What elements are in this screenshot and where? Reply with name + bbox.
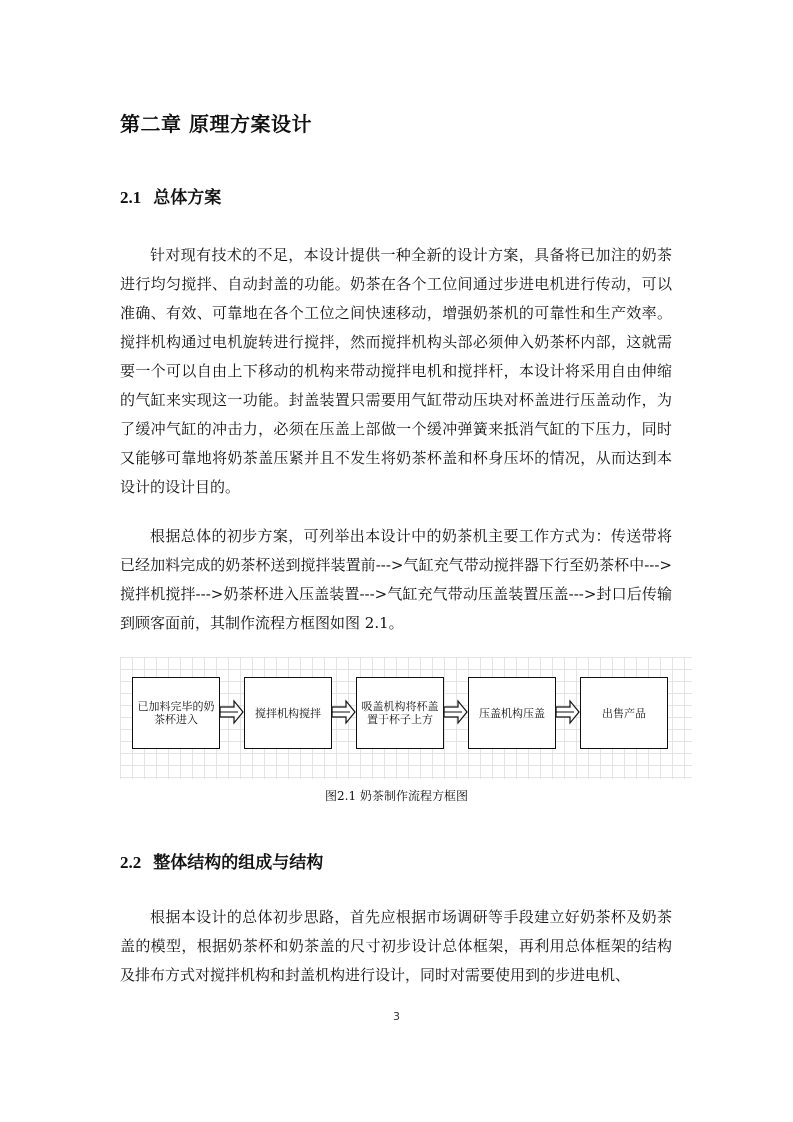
flow-step-box: 出售产品 [580, 677, 668, 749]
section-heading-2-1 [120, 183, 221, 208]
flow-arrow-icon [444, 697, 468, 727]
flow-step-box: 已加料完毕的奶茶杯进入 [132, 677, 220, 749]
section-number: 2.1 [120, 188, 142, 207]
paragraph: 根据总体的初步方案，可列举出本设计中的奶茶机主要工作方式为：传送带将已经加料完成的奶茶杯送到搅拌装置前--->气缸充气带动搅拌器下行至奶茶杯中--->搅拌机搅拌--->奶茶杯进入压盖装置--->气缸充气带动压盖装置压盖--->封口后传输到顾客面前，其制作流程方框图如图 2.1。 [120, 527, 672, 632]
flow-arrow-icon [220, 697, 244, 727]
flow-arrow-icon [556, 697, 580, 727]
page-number: 3 [393, 1010, 400, 1023]
paragraph: 根据本设计的总体初步思路，首先应根据市场调研等手段建立好奶茶杯及奶茶盖的模型，根据奶茶杯和奶茶盖的尺寸初步设计总体框架，再利用总体框架的结构及排布方式对搅拌机构和封盖机构进行设计，同时对需要使用到的步进电机、 [120, 908, 672, 984]
section-title-text: 总体方案 [153, 188, 222, 208]
flow-step-box: 搅拌机构搅拌 [244, 677, 332, 749]
flow-step-box: 吸盖机构将杯盖置于杯子上方 [356, 677, 444, 749]
flow-step-box: 压盖机构压盖 [468, 677, 556, 749]
section-number: 2.2 [120, 853, 142, 872]
flow-arrow-icon [332, 697, 356, 727]
section-heading-2-2 [120, 848, 323, 873]
paragraph: 针对现有技术的不足，本设计提供一种全新的设计方案，具备将已加注的奶茶进行均匀搅拌、自动封盖的功能。奶茶在各个工位间通过步进电机进行传动，可以准确、有效、可靠地在各个工位之间快速移动，增强奶茶机的可靠性和生产效率。搅拌机构通过电机旋转进行搅拌，然而搅拌机构头部必须伸入奶茶杯内部，这就需要一个可以自由上下移动的机构来带动搅拌电机和搅拌杆，本设计将采用自由伸缩的气缸来实现这一功能。封盖装置只需要用气缸带动压块对杯盖进行压盖动作，为了缓冲气缸的冲击力，必须在压盖上部做一个缓冲弹簧来抵消气缸的下压力，同时又能够可靠地将奶茶盖压紧并且不发生将奶茶杯盖和杯身压坏的情况，从而达到本设计的设计目的。 [120, 246, 672, 496]
section-title-text: 整体结构的组成与结构 [153, 853, 324, 873]
figure-caption: 图2.1 奶茶制作流程方框图 [325, 789, 468, 803]
flowchart-figure [120, 657, 692, 779]
chapter-title: 第二章 原理方案设计 [120, 112, 312, 136]
